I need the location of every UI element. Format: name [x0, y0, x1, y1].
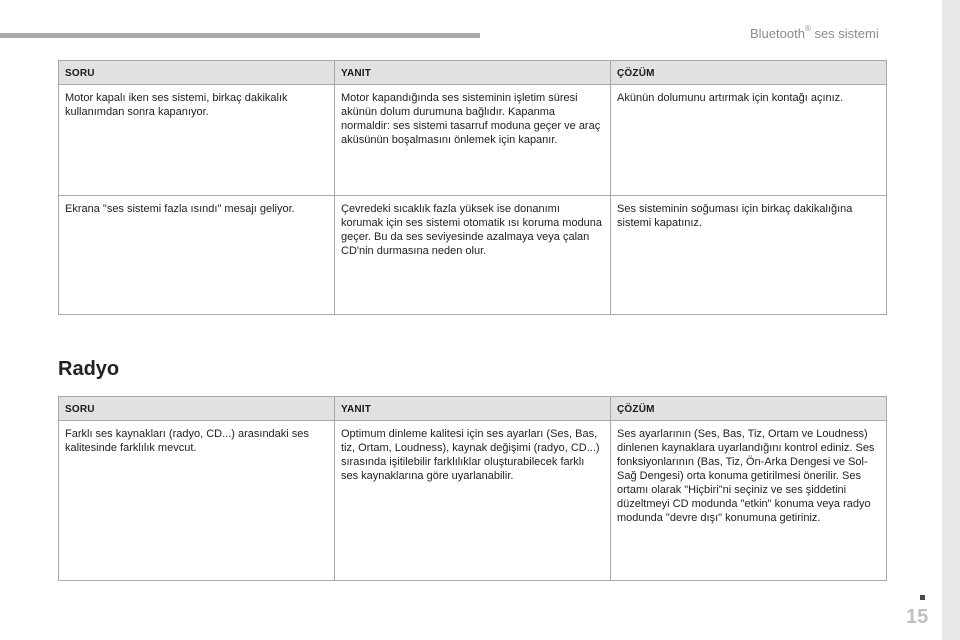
- question-cell: Farklı ses kaynakları (radyo, CD...) arasındaki ses kalitesinde farklılık mevcut.: [59, 421, 335, 581]
- solution-cell: Ses ayarlarının (Ses, Bas, Tiz, Ortam ve Loudness) dinlenen kaynaklara uyarlandığını kontrol ediniz. Ses fonksiyonlarının (Bas, Tiz, Ön-Arka Dengesi ve Sol-Sağ Dengesi) orta konuma getirilmesi önerilir. Ses ortamı olarak "Hiçbiri"ni seçiniz ve ses şiddetini düzeltmeyi CD modunda "etkin" konuma veya radyo modunda "devre dışı" konumuna getiriniz.: [611, 421, 887, 581]
- solution-cell: Akünün dolumunu artırmak için kontağı açınız.: [611, 85, 887, 196]
- table-row: [59, 85, 887, 196]
- answer-cell: Optimum dinleme kalitesi için ses ayarları (Ses, Bas, tiz, Ortam, Loudness), kaynak değişimi (radyo, CD...) sırasında işitilebilir farklılıklar oluşturabilecek farklı ses kaynaklarına göre uyarlanabilir.: [335, 421, 611, 581]
- column-header-answer: YANIT: [335, 61, 611, 85]
- table-header-row: [59, 397, 887, 421]
- solution-cell: Ses sisteminin soğuması için birkaç dakikalığına sistemi kapatınız.: [611, 196, 887, 315]
- column-header-solution: ÇÖZÜM: [611, 397, 887, 421]
- answer-cell: Çevredeki sıcaklık fazla yüksek ise donanımı korumak için ses sistemi otomatik ısı koruma moduna geçer. Bu da ses seviyesinde azalmaya veya çalan CD'nin durmasına neden olur.: [335, 196, 611, 315]
- answer-cell: Motor kapandığında ses sisteminin işletim süresi akünün dolum durumuna bağlıdır. Kapanma normaldir: ses sistemi tasarruf moduna geçer ve araç aküsünün boşalmasını önlemek için kapanır.: [335, 85, 611, 196]
- header-rule: [0, 33, 480, 38]
- faq-table-general: [58, 60, 887, 315]
- page-header-title: Bluetooth® ses sistemi: [750, 24, 879, 41]
- table-header-row: [59, 61, 887, 85]
- page-edge-band: [942, 0, 960, 640]
- question-cell: Ekrana "ses sistemi fazla ısındı" mesajı geliyor.: [59, 196, 335, 315]
- table-row: [59, 196, 887, 315]
- question-cell: Motor kapalı iken ses sistemi, birkaç dakikalık kullanımdan sonra kapanıyor.: [59, 85, 335, 196]
- page-marker-dot: [920, 595, 925, 600]
- faq-table-radio: [58, 396, 887, 581]
- column-header-answer: YANIT: [335, 397, 611, 421]
- column-header-question: SORU: [59, 61, 335, 85]
- table-row: [59, 421, 887, 581]
- column-header-question: SORU: [59, 397, 335, 421]
- page-number: 15: [906, 606, 929, 628]
- section-title-radio: Radyo: [58, 358, 120, 380]
- column-header-solution: ÇÖZÜM: [611, 61, 887, 85]
